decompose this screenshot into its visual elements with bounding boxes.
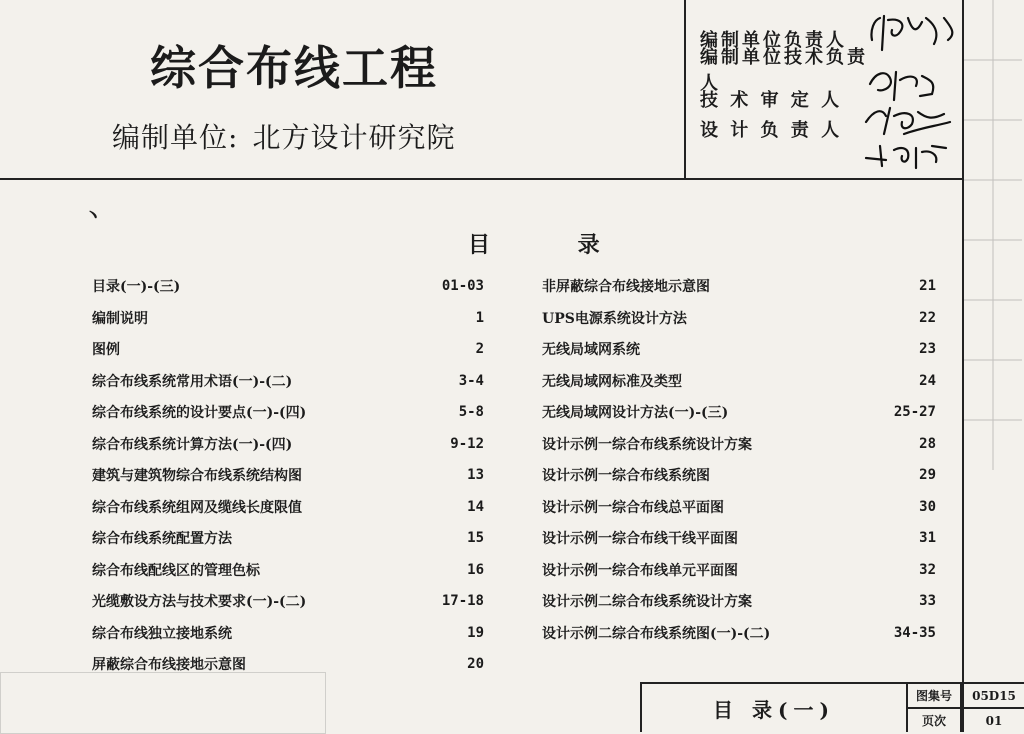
title-block (640, 682, 1024, 732)
toc-entry-page: 14 (467, 499, 484, 515)
toc-entry-title: 无线局域网设计方法(一)-(三) (542, 405, 729, 421)
toc-entry-title: 无线局域网标准及类型 (542, 374, 682, 390)
stray-mark: 丶 (84, 206, 102, 227)
toc-entry-title: 综合布线独立接地系统 (92, 626, 232, 642)
toc-entry-page: 2 (475, 341, 484, 357)
unit-label: 编制单位: (112, 121, 239, 154)
signature-role: 设 计 负 责 人 (700, 120, 843, 141)
toc-entry-title: 综合布线配线区的管理色标 (92, 563, 260, 579)
toc-entry-page: 1 (475, 310, 484, 326)
toc-entry-title: 综合布线系统配置方法 (92, 531, 232, 547)
toc-entry-title: UPS电源系统设计方法 (542, 311, 687, 327)
document-title: 综合布线工程 (150, 41, 438, 95)
toc-entry-page: 23 (919, 341, 936, 357)
toc-entry-page: 31 (919, 530, 936, 546)
signature-role: 编制单位负责人 (700, 30, 847, 51)
signature-block (700, 24, 880, 144)
toc-entry-title: 综合布线系统组网及缆线长度限值 (92, 500, 302, 516)
toc-entry-title: 无线局域网系统 (542, 342, 640, 358)
toc-entry-page: 33 (919, 593, 936, 609)
toc-entry-title: 设计示例一综合布线单元平面图 (542, 563, 738, 579)
toc-entry-page: 29 (919, 467, 936, 483)
toc-entry-title: 综合布线系统的设计要点(一)-(四) (92, 405, 307, 421)
side-strip-lines (964, 0, 1022, 470)
sheet-name: 目 录(一) (713, 697, 835, 722)
toc-entry-title: 设计示例二综合布线系统图(一)-(二) (542, 626, 771, 642)
handwritten-signatures (860, 10, 970, 170)
toc-entry-page: 16 (467, 562, 484, 578)
page-number-label: 页次 (921, 714, 946, 728)
toc-entry-page: 19 (467, 625, 484, 641)
toc-entry-title: 建筑与建筑物综合布线系统结构图 (92, 468, 302, 484)
toc-heading: 目 录 (468, 232, 640, 258)
signature-role: 编制单位技术负责人 (700, 47, 868, 94)
toc-entry-title: 图例 (92, 342, 120, 358)
faded-stamp-area (0, 672, 326, 734)
toc-entry-page: 20 (467, 656, 484, 672)
compiling-unit (110, 116, 455, 156)
toc-entry-title: 目录(一)-(三) (92, 279, 181, 295)
signature-role: 技 术 审 定 人 (700, 90, 843, 111)
toc-entry-title: 非屏蔽综合布线接地示意图 (542, 279, 710, 295)
signature-divider (684, 0, 686, 180)
side-strip (964, 0, 1022, 470)
atlas-number-label: 图集号 (915, 689, 952, 703)
unit-name: 北方设计研究院 (252, 121, 456, 154)
toc-entry-page: 01-03 (441, 278, 484, 294)
toc-entry-page: 22 (919, 310, 936, 326)
toc-entry-page: 21 (919, 278, 936, 294)
toc-entry-title: 设计示例一综合布线总平面图 (542, 500, 724, 516)
toc-entry-page: 9-12 (450, 436, 484, 452)
toc-entry-page: 15 (467, 530, 484, 546)
toc-entry-page: 30 (919, 499, 936, 515)
toc-entry-page: 3-4 (458, 373, 484, 389)
toc-entry-page: 28 (919, 436, 936, 452)
toc-entry-page: 24 (919, 373, 936, 389)
header-divider (0, 178, 964, 180)
toc-entry-title: 综合布线系统常用术语(一)-(二) (92, 374, 293, 390)
toc-entry-page: 13 (467, 467, 484, 483)
toc-entry-page: 17-18 (441, 593, 484, 609)
toc-entry-title: 设计示例一综合布线系统图 (542, 468, 710, 484)
toc-entry-page: 25-27 (893, 404, 936, 420)
page-number-value: 01 (985, 713, 1003, 728)
toc-entry-title: 屏蔽综合布线接地示意图 (92, 657, 246, 673)
toc-entry-title: 设计示例一综合布线干线平面图 (542, 531, 738, 547)
toc-entry-title: 编制说明 (92, 311, 148, 327)
toc-entry-title: 光缆敷设方法与技术要求(一)-(二) (92, 594, 307, 610)
toc-entry-title: 综合布线系统计算方法(一)-(四) (92, 437, 293, 453)
atlas-number-value: 05D15 (972, 688, 1016, 703)
toc-entry-page: 32 (919, 562, 936, 578)
toc-entry-page: 34-35 (893, 625, 936, 641)
toc-entry-title: 设计示例二综合布线系统设计方案 (542, 594, 752, 610)
toc-entry-title: 设计示例一综合布线系统设计方案 (542, 437, 752, 453)
toc-entry-page: 5-8 (458, 404, 484, 420)
